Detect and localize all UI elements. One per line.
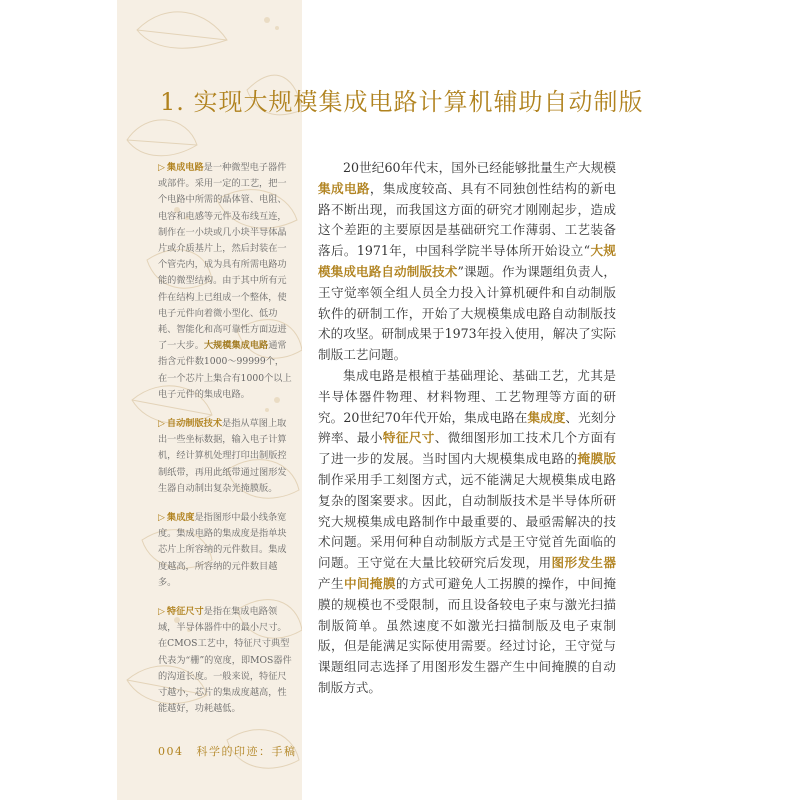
glossary-text: 是指图形中最小线条宽度。集成电路的集成度是指单块芯片上所容纳的元件数目。集成度越高，所容纳的元件数目越多。 [158,512,287,588]
highlighted-term: 集成度 [527,409,566,425]
highlighted-term: 特征尺寸 [382,430,435,446]
body-text: ”课题。作为课题组负责人，王守觉率领全组人员全力投入计算机硬件和自动制版软件的研制工作，开始了大规模集成电路自动制版技术的攻坚。研制成果于1973年投入使用，解决了实际制版工艺问题。 [318,263,616,363]
glossary-text: 是一种微型电子器件或部件。采用一定的工艺，把一个电路中所需的晶体管、电阻、电容和电感等元件及布线互连，制作在一小块或几小块半导体晶片或介质基片上，然后封装在一个管壳内，成为具有所需电路功能的微型结构。由于其中所有元件在结构上已组成一个整体，使电子元件向着微小型化、低功耗、智能化和高可靠性方面迈进了一大步。 [158,162,287,352]
glossary-text: 通常指含元件数1000～99999个，在一个芯片上集合有1000个以上电子元件的集成电路。 [158,340,292,400]
glossary-text: 是指从草图上取出一些坐标数据，输入电子计算机，经计算机处理打印出制版控制纸带，再用此纸带通过图形发生器自动制出复杂光掩膜版。 [158,418,287,494]
page-footer [158,743,297,759]
highlighted-term: 中间掩膜 [343,575,396,591]
highlighted-term: 掩膜版 [577,451,617,467]
book-title: 科学的印迹：手稿 [196,745,297,758]
highlighted-term: 集成电路 [318,180,370,196]
body-text: 20世纪60年代末，国外已经能够批量生产大规模 [343,160,616,175]
glossary-note [158,510,292,591]
triangle-bullet-icon: ▷ [158,163,165,173]
glossary-term: 特征尺寸 [166,606,204,618]
glossary-note [158,416,292,497]
glossary-term: 自动制版技术 [166,418,223,430]
glossary-term: 集成度 [166,512,195,524]
glossary-text: 是指在集成电路领域，半导体器件中的最小尺寸。在CMOS工艺中，特征尺寸典型代表为“栅”的宽度，即MOS器件的沟道长度。一般来说，特征尺寸越小，芯片的集成度越高，性能越好，功耗越低。 [158,606,292,715]
glossary-term: 集成电路 [166,162,204,173]
section-title: 1. 实现大规模集成电路计算机辅助自动制版 [160,88,644,116]
triangle-bullet-icon: ▷ [158,607,165,618]
body-text: 、光刻分辨率、最小 [318,409,616,446]
body-paragraph [318,366,616,699]
body-paragraph [318,158,616,366]
main-body-text [318,158,616,699]
body-text: 产生 [318,575,344,591]
glossary-keyword: 大规模集成电路 [203,340,269,352]
triangle-bullet-icon: ▷ [158,419,165,430]
glossary-note [158,604,292,717]
sidebar-notes [158,160,292,731]
body-text: ，集成度较高、具有不同独创性结构的新电路不断出现，而我国这方面的研究才刚刚起步，造成这个差距的主要原因是基础研究工作薄弱、工艺装备落后。1971年，中国科学院半导体所开始设立“ [318,180,617,259]
highlighted-term: 大规模集成电路自动制版技术 [318,243,616,279]
body-text: 制作采用手工刻图方式，远不能满足大规模集成电路复杂的图案要求。因此，自动制版技术是半导体所研究大规模集成电路制作中最重要的、最亟需解决的技术问题。采用何种自动制版方式是王守觉首先面临的问题。王守觉在大量比较研究后发现，用 [318,471,616,571]
glossary-note [158,160,292,403]
triangle-bullet-icon: ▷ [158,513,165,524]
page-number: 004 [158,745,184,758]
highlighted-term: 图形发生器 [551,555,617,571]
body-text: 、微细图形加工技术几个方面有了进一步的发展。当时国内大规模集成电路的 [318,430,617,467]
body-text: 的方式可避免人工拐膜的操作，中间掩膜的规模也不受限制，而且设备较电子束与激光扫描制版简单。虽然速度不如激光扫描制版及电子束制版，但是能满足实际使用需要。经过讨论，王守觉与课题组同志选择了用图形发生器产生中间掩膜的自动制版方式。 [318,575,617,695]
body-text: 集成电路是根植于基础理论、基础工艺，尤其是半导体器件物理、材料物理、工艺物理等方面的研究。20世纪70年代开始，集成电路在 [318,367,616,425]
